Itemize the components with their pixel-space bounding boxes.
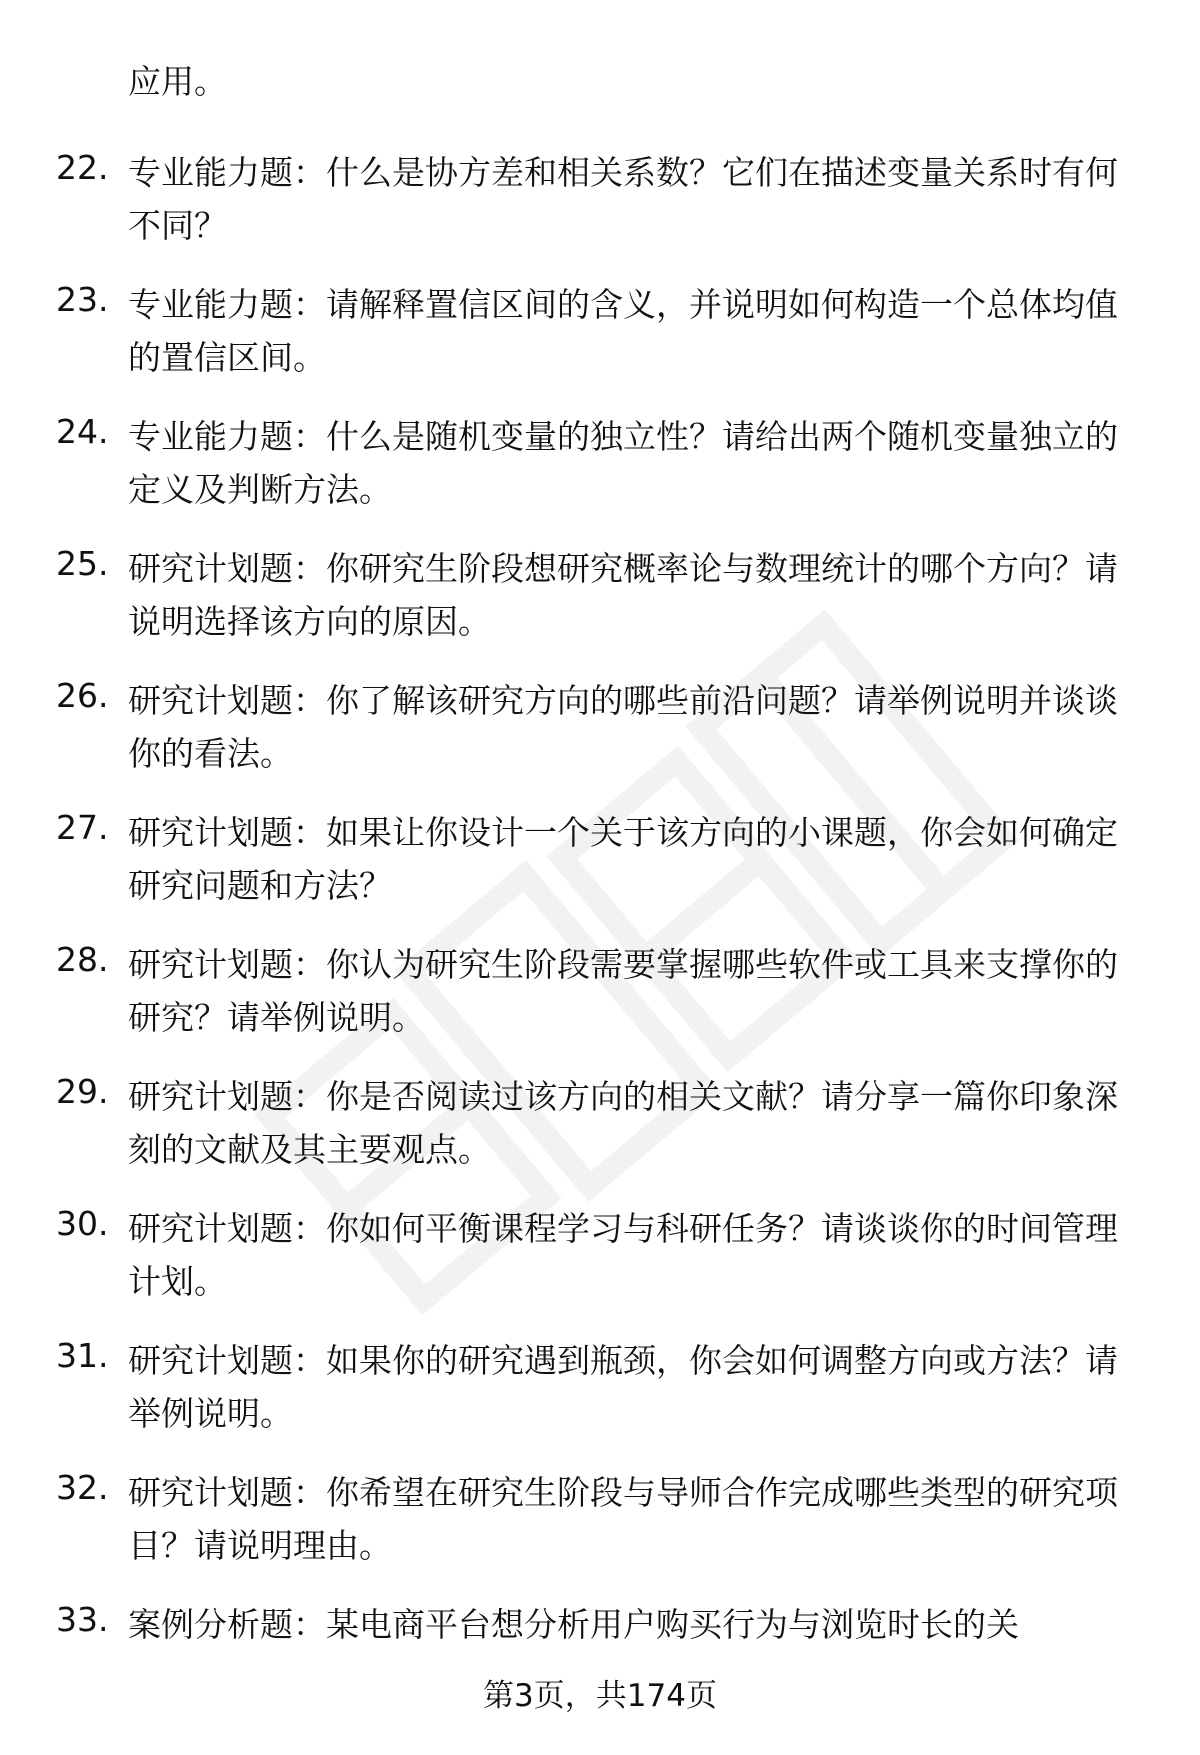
question-number: 32.: [56, 1468, 109, 1507]
question-number: 22.: [56, 148, 109, 187]
question-text: 研究计划题：你希望在研究生阶段与导师合作完成哪些类型的研究项目？请说明理由。: [128, 1473, 1118, 1565]
question-number: 23.: [56, 280, 109, 319]
question-text: 研究计划题：你认为研究生阶段需要掌握哪些软件或工具来支撑你的研究？请举例说明。: [128, 945, 1118, 1037]
question-text: 研究计划题：你如何平衡课程学习与科研任务？请谈谈你的时间管理计划。: [128, 1209, 1118, 1301]
question-number: 26.: [56, 676, 109, 715]
question-item: [0, 1070, 1200, 1202]
continuation-text: 应用。: [128, 62, 227, 101]
question-number: 27.: [56, 808, 109, 847]
page-footer: 第3页，共174页: [483, 1678, 717, 1714]
question-number: 25.: [56, 544, 109, 583]
question-text: 研究计划题：你研究生阶段想研究概率论与数理统计的哪个方向？请说明选择该方向的原因。: [128, 549, 1118, 641]
question-item: [0, 1466, 1200, 1598]
question-item: [0, 542, 1200, 674]
question-text: 专业能力题：什么是协方差和相关系数？它们在描述变量关系时有何不同？: [128, 153, 1118, 245]
question-text: 研究计划题：如果你的研究遇到瓶颈，你会如何调整方向或方法？请举例说明。: [128, 1341, 1118, 1433]
question-number: 24.: [56, 412, 109, 451]
question-number: 31.: [56, 1336, 109, 1375]
question-item: [0, 938, 1200, 1070]
question-item: [0, 1334, 1200, 1466]
question-text: 研究计划题：你了解该研究方向的哪些前沿问题？请举例说明并谈谈你的看法。: [128, 681, 1118, 773]
question-item: [0, 674, 1200, 806]
question-item: [0, 146, 1200, 278]
question-item: [0, 278, 1200, 410]
question-item: [0, 1202, 1200, 1334]
question-text: 研究计划题：你是否阅读过该方向的相关文献？请分享一篇你印象深刻的文献及其主要观点。: [128, 1077, 1118, 1169]
question-text: 专业能力题：请解释置信区间的含义，并说明如何构造一个总体均值的置信区间。: [128, 285, 1118, 377]
question-text: 专业能力题：什么是随机变量的独立性？请给出两个随机变量独立的定义及判断方法。: [128, 417, 1118, 509]
question-item: [0, 410, 1200, 542]
question-number: 29.: [56, 1072, 109, 1111]
question-number: 28.: [56, 940, 109, 979]
question-number: 33.: [56, 1600, 109, 1639]
question-text: 研究计划题：如果让你设计一个关于该方向的小课题，你会如何确定研究问题和方法？: [128, 813, 1118, 905]
question-text: 案例分析题：某电商平台想分析用户购买行为与浏览时长的关: [128, 1605, 1019, 1644]
question-number: 30.: [56, 1204, 109, 1243]
question-list: [0, 146, 1200, 1730]
question-item: [0, 806, 1200, 938]
